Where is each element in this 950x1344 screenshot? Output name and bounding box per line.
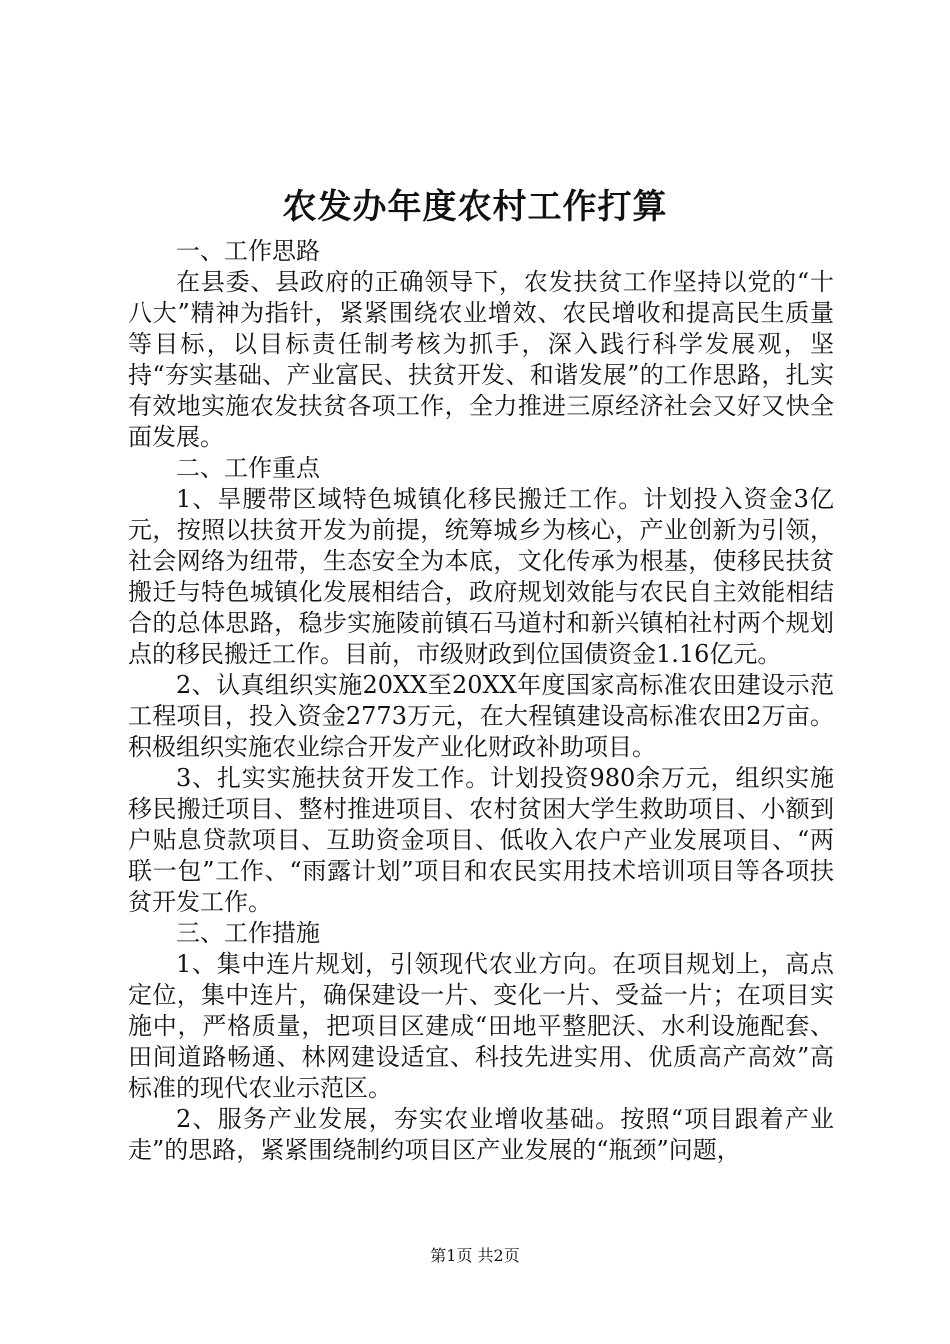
paragraph: 在县委、县政府的正确领导下，农发扶贫工作坚持以党的“十八大”精神为指针，紧紧围绕农业增效、农民增收和提高民生质量等目标，以目标责任制考核为抓手，深入践行科学发展观，坚持“夯实基础、产业富民、扶贫开发、和谐发展”的工作思路，扎实有效地实施农发扶贫各项工作，全力推进三原经济社会又好又快全面发展。 <box>128 268 834 451</box>
paragraph: 1、集中连片规划，引领现代农业方向。在项目规划上，高点定位，集中连片，确保建设一片、变化一片、受益一片；在项目实施中，严格质量，把项目区建成“田地平整肥沃、水利设施配套、田间道路畅通、林网建设适宜、科技先进实用、优质高产高效”高标准的现代农业示范区。 <box>128 950 834 1102</box>
paragraph: 2、服务产业发展，夯实农业增收基础。按照“项目跟着产业走”的思路，紧紧围绕制约项目区产业发展的“瓶颈”问题， <box>128 1105 834 1164</box>
document-title: 农发办年度农村工作打算 <box>282 187 668 227</box>
paragraph: 1、旱腰带区域特色城镇化移民搬迁工作。计划投入资金3亿元，按照以扶贫开发为前提，统筹城乡为核心，产业创新为引领，社会网络为纽带，生态安全为本底，文化传承为根基，使移民扶贫搬迁与特色城镇化发展相结合，政府规划效能与农民自主效能相结合的总体思路，稳步实施陵前镇石马道村和新兴镇柏社村两个规划点的移民搬迁工作。目前，市级财政到位国债资金1.16亿元。 <box>128 485 834 668</box>
paragraph: 2、认真组织实施20XX至20XX年度国家高标准农田建设示范工程项目，投入资金2773万元，在大程镇建设高标准农田2万亩。积极组织实施农业综合开发产业化财政补助项目。 <box>128 671 834 761</box>
document-body <box>128 236 834 1166</box>
page-footer: 第1页 共2页 <box>430 1246 520 1265</box>
section-heading: 二、工作重点 <box>176 454 320 482</box>
paragraph: 3、扎实实施扶贫开发工作。计划投资980余万元，组织实施移民搬迁项目、整村推进项目、农村贫困大学生救助项目、小额到户贴息贷款项目、互助资金项目、低收入农户产业发展项目、“两联一包”工作、“雨露计划”项目和农民实用技术培训项目等各项扶贫开发工作。 <box>128 764 834 916</box>
section-heading: 三、工作措施 <box>176 919 320 947</box>
section-heading: 一、工作思路 <box>176 237 320 265</box>
